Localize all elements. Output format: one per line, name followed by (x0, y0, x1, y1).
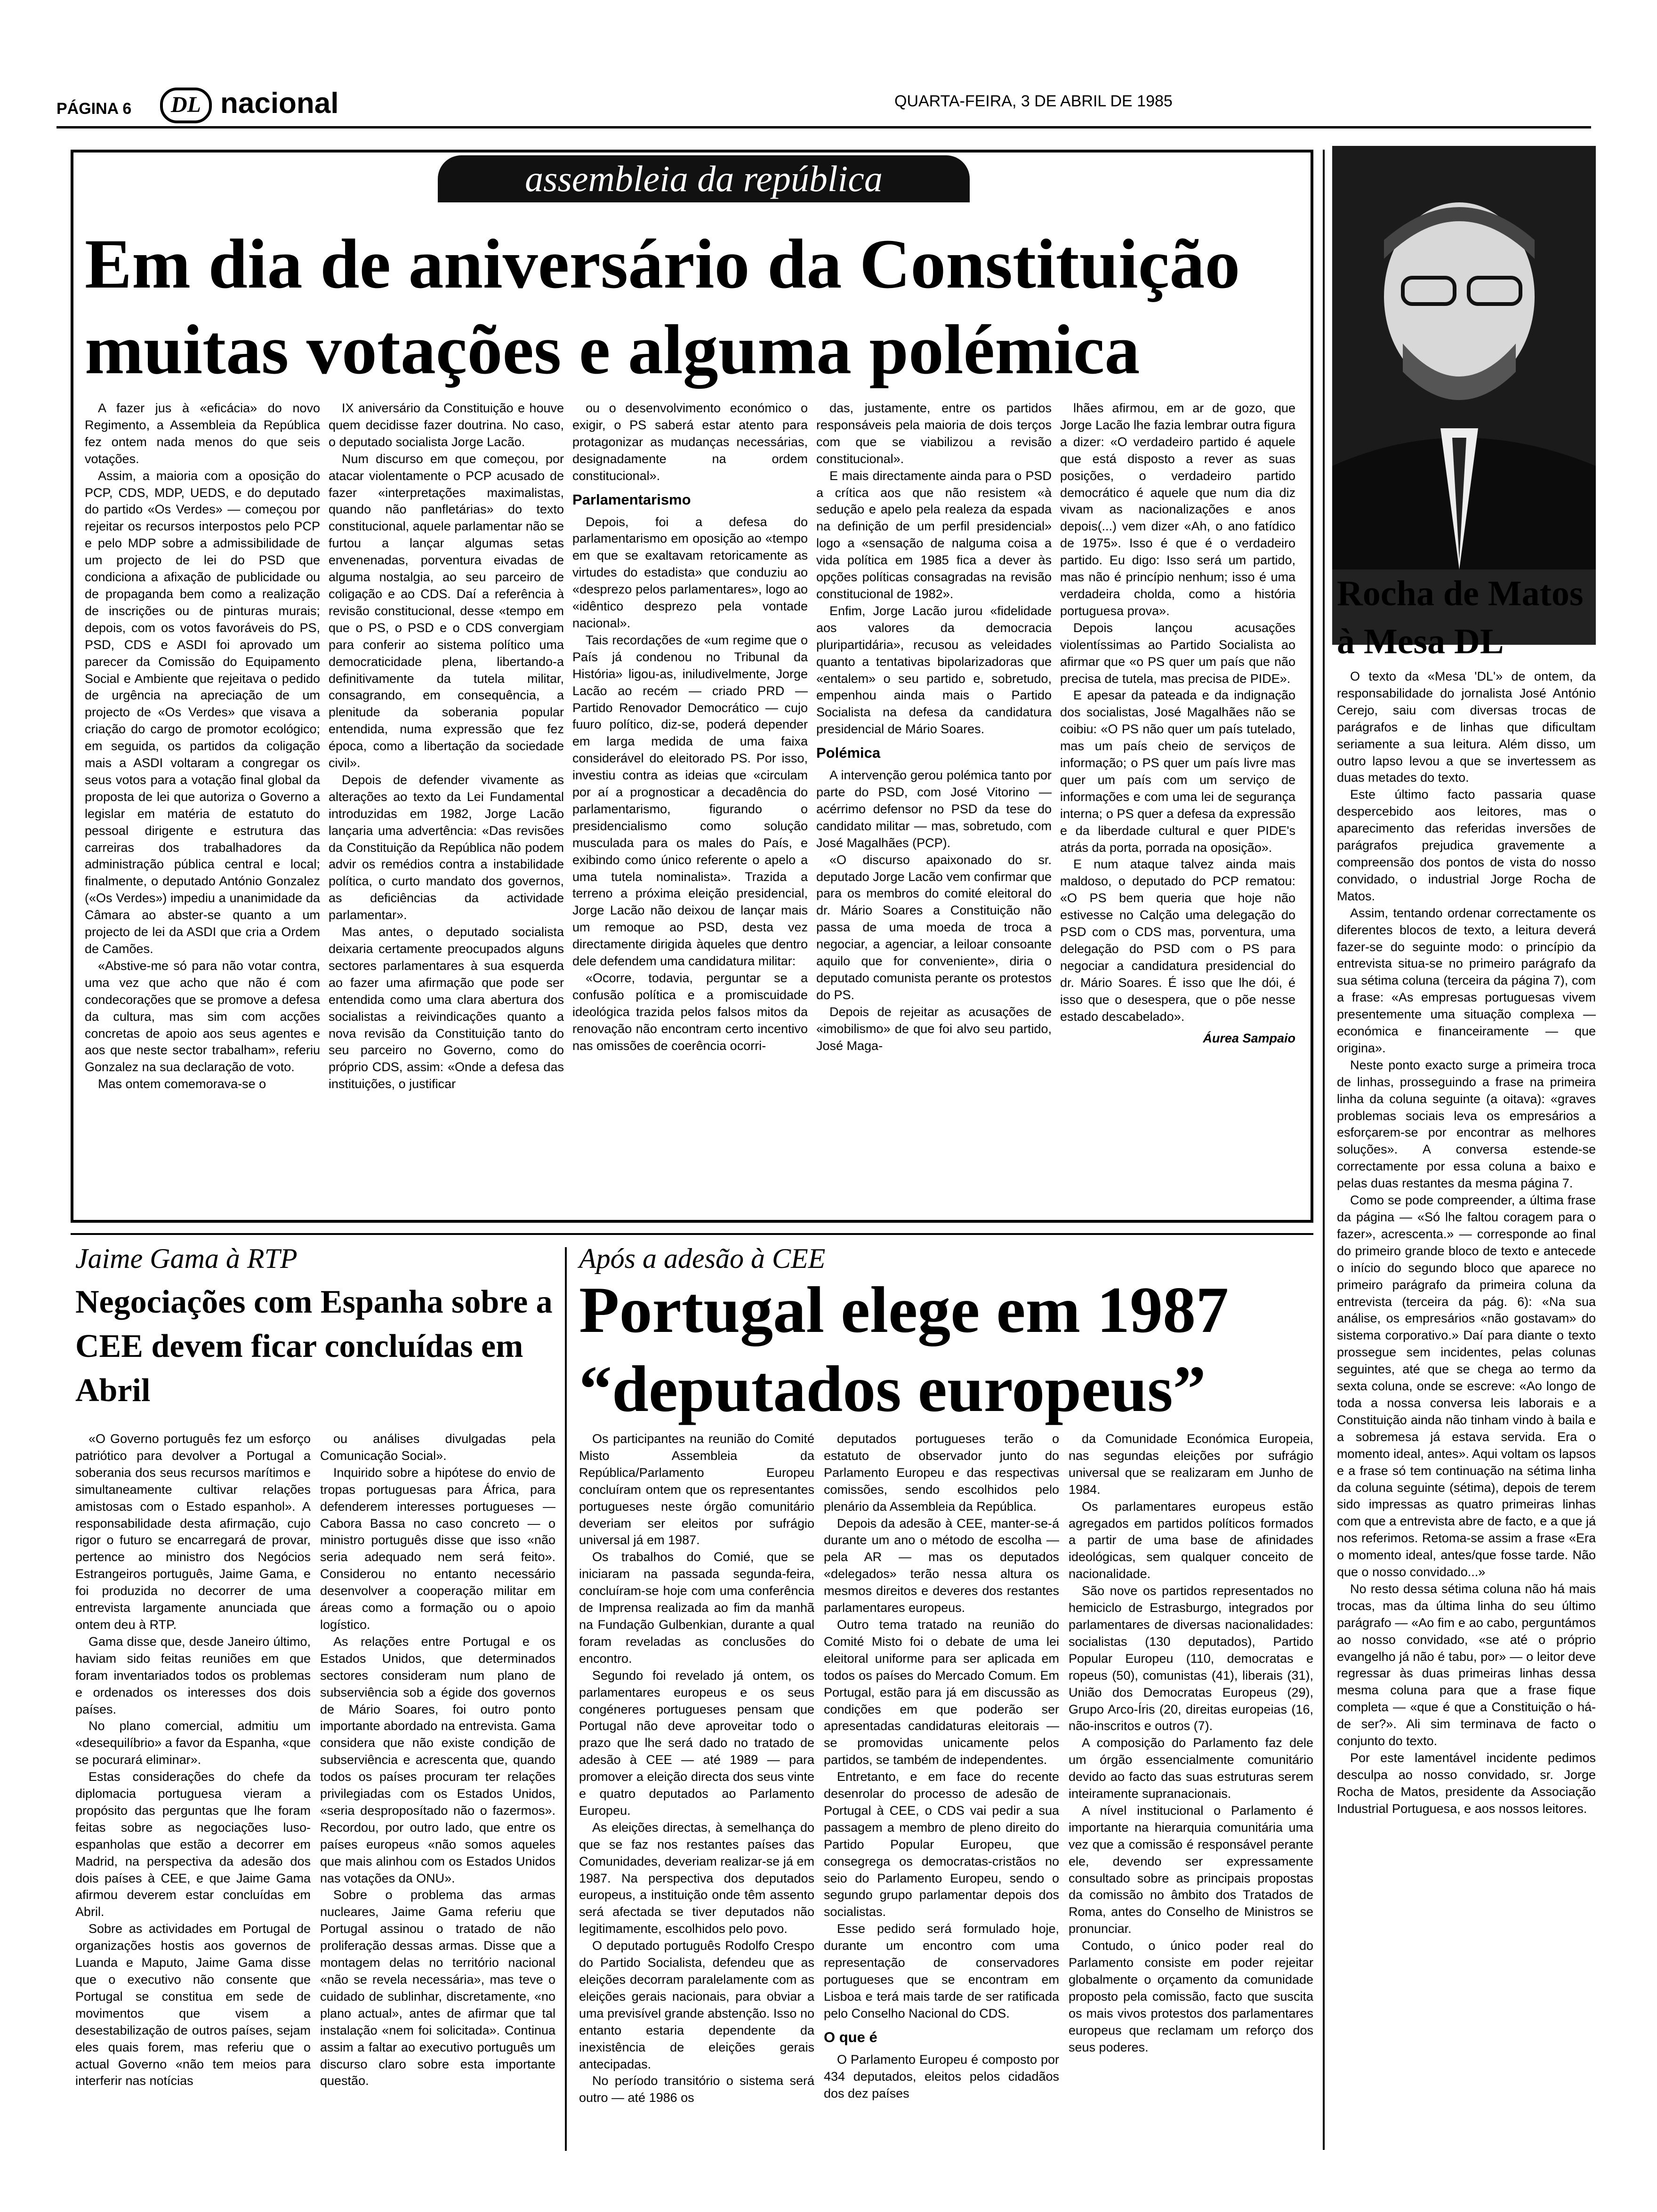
feature-column (816, 400, 1052, 1210)
cee-paragraph: São nove os partidos representados no hemiciclo de Estrasburgo, integrados por parlamentares de diversas nacionalidades: socialistas (130 deputados), Partido Popular Europeu (110, democratas e ropeus (50), comunistas (41), liberais (31), União dos Democratas Europeus (29), Grupo Arco-Íris (20, direitas europeias (16, não-inscritos e outros (7). (1069, 1584, 1313, 1733)
section-banner: assembleia da república (438, 155, 970, 202)
gama-paragraph: Estas considerações do chefe da diplomacia portuguesa vieram a propósito das perguntas que lhe foram feitas sobre as negociações luso-espanholas que estão a decorrer em Madrid, na perspectiva da adesão dos dois países à CEE, e que Jaime Gama afirmou deverem estar concluídas em Abril. (75, 1770, 311, 1919)
feature-byline: Áurea Sampaio (1203, 1031, 1295, 1045)
column-rule (1323, 150, 1325, 2150)
feature-paragraph: Mas antes, o deputado socialista deixaria certamente preocupados alguns sectores parlamentares à sua esquerda ao fazer uma afirmação que pode ser entendida como uma clara abertura dos socialistas a reivindicações quanto a nova revisão da Constituição tanto do seu parceiro no Governo, como do próprio CDS, assim: «Onde a defesa das instituições, o justificar (329, 925, 564, 1091)
gama-headline: Negociações com Espanha sobre a CEE devem ficar concluídas em Abril (75, 1284, 553, 1409)
feature-paragraph: Num discurso em que começou, por atacar violentamente o PCP acusado de fazer «interpretações maximalistas, quando não panfletárias» do texto constitucional, aquele parlamentar não se furtou a lançar algumas setas envenenadas, porventura eivadas de alguma nostalgia, ao seu parceiro de coligação e ao CDS. Daí a referência à revisão constitucional, desse «tempo em que o PS, o PSD e o CDS convergiam para conferir ao sistema político uma democraticidade plena, libertando-a definitivamente da tutela militar, consagrando, em consequência, a plenitude da soberania popular entendida, numa expressão que fez época, como a libertação da sociedade civil». (329, 451, 564, 770)
cee-paragraph: Entretanto, e em face do recente desenrolar do processo de adesão de Portugal à CEE, o CDS vai pedir a sua passagem a membro de pleno direito do Partido Popular Europeu, que consegrega os democratas-cristãos no seio do Parlamento Europeu, sendo o segundo grupo parlamentar depois dos socialistas. (824, 1770, 1059, 1919)
feature-paragraph: lhães afirmou, em ar de gozo, que Jorge Lacão lhe fazia lembrar outra figura a dizer: «O verdadeiro partido é aquele que está disposto a rever as suas posições, o verdadeiro partido democrático é aquele que num dia diz vivam as nacionalizações e anos depois(...) vem dizer «Ah, o ano fatídico de 1975». Isso é que é o verdadeiro partido. Eu digo: Isso será um partido, mas não é princípio nenhum; isso é uma verdadeira cholda, como a história portuguesa prova». (1060, 401, 1295, 618)
gama-paragraph: Sobre o problema das armas nucleares, Jaime Gama referiu que Portugal assinou o tratado de não proliferação dessas armas. Disse que a montagem delas no território nacional «não se revela necessária», mas teve o cuidado de sublinhar, discretamente, «no plano actual», antes de afirmar que tal instalação «nem foi solicitada». Continua assim a faltar ao executivo português um discurso claro sobre esta importante questão. (320, 1888, 555, 2088)
feature-paragraph: IX aniversário da Constituição e houve quem decidisse fazer doutrina. No caso, o deputado socialista Jorge Lacão. (329, 401, 564, 449)
cee-paragraph: Os parlamentares europeus estão agregados em partidos políticos formados a partir de uma base de afinidades ideológicas, sem qualquer conceito de nacionalidade. (1069, 1499, 1313, 1581)
sidebar-paragraph: Como se pode compreender, a última frase da página — «Só lhe faltou coragem para o fazer», acrescenta.» — corresponde ao final do primeiro grande bloco de texto e antecede o início do segundo bloco que aparece no primeiro parágrafo da primeira coluna da entrevista (terceira da pág. 6): «Na sua análise, os empresários «não gostavam» do sistema corporativo.» Daí para diante o texto prossegue sem incidentes, pelas colunas seguintes, até que se chega ao termo da sexta coluna, onde se escreve: «Ao longo de toda a nossa conversa leis laborais e a Constituição ainda não tinham vindo à baila e a sobremesa já estava servida. Era o momento ideal, antes». Aqui voltam os lapsos e a frase só tem continuação na sétima linha da coluna seguinte (sétima), depois de terem sido impressas as quatro primeiras linhas com que a entrevista abre de facto, e a que já nos referimos. Retoma-se assim a frase «Era o momento ideal, antes/que fosse tarde. Não que o nosso convidado...» (1337, 1193, 1596, 1579)
feature-paragraph: Depois, foi a defesa do parlamentarismo em oposição ao «tempo em que se exaltavam retoricamente as virtudes do estadista» que conduziu ao «desprezo pelos parlamentares», logo ao «idêntico desprezo pela vontade nacional». (572, 514, 808, 630)
cee-paragraph: No período transitório o sistema será outro — até 1986 os (579, 2074, 814, 2105)
cee-paragraph: deputados portugueses terão o estatuto de observador junto do Parlamento Europeu e das respectivas comissões, sendo escolhidos pelo plenário da Assembleia da República. (824, 1432, 1059, 1514)
gama-paragraph: No plano comercial, admitiu um «desequilíbrio» a favor da Espanha, «que se pocurará eliminar». (75, 1719, 311, 1767)
sidebar-headline: Rocha de Matos à Mesa DL (1337, 574, 1584, 661)
feature-paragraph: das, justamente, entre os partidos responsáveis pela maioria de dois terços com que se viabilizou a revisão constitucional». (816, 401, 1052, 466)
feature-column (85, 400, 320, 1210)
feature-paragraph: Tais recordações de «um regime que o País já condenou no Tribunal da História» ligou-as, iniludivelmente, Jorge Lacão ao recém — criado PRD — Partido Renovador Democrático — cujo fuuro político, diz-se, poderá depender em larga medida de uma faixa considerável do eleitorado PS. Por isso, investiu contra as ideias que «circulam por aí a prognosticar a decadência do parlamentarismo, figurando o presidencialismo como solução musculada para os males do País, e exibindo como único referente o apelo a uma tutela nominalista». Trazida a terreno a próxima eleição presidencial, Jorge Lacão não deixou de lançar mais um remoque ao PSD, desta vez directamente dirigida àqueles que dentro dele defendem uma candidatura militar: (572, 633, 808, 969)
gama-paragraph: Inquirido sobre a hipótese do envio de tropas portuguesas para África, para defenderem interesses portugueses — Cabora Bassa no caso concreto — o ministro português disse que isso «não seria adequado nem será feito». Considerou no entanto necessário desenvolver a cooperação militar em áreas como a formação ou o apoio logístico. (320, 1465, 555, 1632)
gama-paragraph: Sobre as actividades em Portugal de organizações hostis aos governos de Luanda e Maputo, Jaime Gama disse que o executivo não consente que Portugal se constitua em sede de movimentos que visem a desestabilização de outros países, sejam eles quais forem, mas referiu que o actual Governo «não tem meios para interferir nas notícias (75, 1922, 311, 2088)
feature-column (329, 400, 564, 1210)
sidebar-paragraph: No resto dessa sétima coluna não há mais trocas, mas da última linha do seu último parágrafo — «Ao fim e ao cabo, perguntámos ao nosso convidado, «se até o próprio evangelho já não é tabu, por» — o leitor deve regressar às duas primeiras linhas dessa mesma coluna para que a frase fique completa — «que é que a Constituição o há-de ser?». Ali sim terminava de facto o conjunto do texto. (1337, 1581, 1596, 1748)
sidebar-column (1337, 668, 1596, 2174)
cee-paragraph: Depois da adesão à CEE, manter-se-á durante um ano o método de escolha — pela AR — mas os deputados «delegados» terão nessa altura os mesmos direitos e deveres dos restantes parlamentares europeus. (824, 1516, 1059, 1615)
gama-paragraph: «O Governo português fez um esforço patriótico para devolver a Portugal a soberania dos seus recursos marítimos e simultaneamente cultivar relações amistosas com o Estado espanhol». A responsabilidade desta afirmação, cujo rigor o futuro se encarregará de provar, pertence ao ministro dos Negócios Estrangeiros português, Jaime Gama, e foi produzida no decorrer de uma entrevista largamente anunciada que ontem deu à RTP. (75, 1432, 311, 1632)
masthead-rule (56, 126, 1591, 128)
feature-paragraph: E apesar da pateada e da indignação dos socialistas, José Magalhães não se coibiu: «O PS não quer um país tutelado, mas um país cheio de serviços de informação; o PS quer um país livre mas quer um país com um serviço de informações e com uma lei de segurança interna; o PS quer a defesa da expressão e da liberdade cultural e quer PIDE's atrás da porta, porrada na oposição». (1060, 688, 1295, 855)
issue-date: QUARTA-FEIRA, 3 DE ABRIL DE 1985 (894, 92, 1173, 110)
cee-column (579, 1431, 814, 2193)
feature-paragraph: ou o desenvolvimento económico o exigir, o PS saberá estar atento para protagonizar as mudanças necessárias, designadamente na ordem constitucional». (572, 401, 808, 483)
sidebar-paragraph: Assim, tentando ordenar correctamente os diferentes blocos de texto, a leitura deverá fazer-se do seguinte modo: o princípio da entrevista situa-se no primeiro parágrafo da sua sétima coluna (terceira da página 7), com a frase: «As empresas portuguesas vivem presentemente uma situação complexa — económica e financeiramente — que origina». (1337, 906, 1596, 1055)
feature-column (1060, 400, 1295, 1210)
cee-subhead: O que é (824, 2028, 877, 2045)
sidebar-paragraph: Por este lamentável incidente pedimos desculpa ao nosso convidado, sr. Jorge Rocha de Matos, presidente da Associação Industrial Portuguesa, e aos nossos leitores. (1337, 1751, 1596, 1816)
gama-column (320, 1431, 555, 2193)
cee-column (1069, 1431, 1313, 2193)
feature-paragraph: Assim, a maioria com a oposição do PCP, CDS, MDP, UEDS, e do deputado do partido «Os Verdes» — começou por rejeitar os recursos interpostos pelo PCP e pelo MDP sobre a admissibilidade de um projecto de lei do PSD que condiciona a afixação de publicidade ou de propaganda bem como a realização de inscrições ou de pinturas murais; depois, com os votos favoráveis do PS, PSD, CDS e ASDI foi aprovado um parecer da Comissão do Equipamento Social e Ambiente que rejeitava o pedido de urgência na apreciação de um projecto de «Os Verdes» que visava a criação do cargo de promotor ecológico; em seguida, os partidos da coligação mais a ASDI voltaram a congregar os seus votos para a votação final global da proposta de lei que autoriza o Governo a legislar em matéria de estatuto do pessoal dirigente e estrutura das carreiras dos trabalhadores da administração pública central e local; finalmente, o deputado António Gonzalez («Os Verdes») impediu a unanimidade da Câmara ao abster-se quanto a um projecto de lei da ASDI que cria a Ordem de Camões. (85, 468, 320, 956)
gama-column (75, 1431, 311, 2193)
feature-paragraph: Enfim, Jorge Lacão jurou «fidelidade aos valores da democracia pluripartidária», recusou as veleidades quanto a tentativas bipolarizadoras que «entalem» o seu partido e, sobretudo, empenhou ainda mais o Partido Socialista na defesa da candidatura presidencial de Mário Soares. (816, 603, 1052, 737)
portrait-image-icon (1332, 146, 1596, 569)
feature-headline: Em dia de aniversário da Constituição muitas votações e alguma polémica (85, 225, 1240, 389)
feature-column (572, 400, 808, 1210)
cee-paragraph: Contudo, o único poder real do Parlamento consiste em poder rejeitar globalmente o orçamento da comunidade proposto pela comissão, facto que suscita os mais vivos protestos dos parlamentares europeus que reclamam um reforço dos seus poderes. (1069, 1939, 1313, 2054)
section-rule (71, 1233, 1313, 1235)
column-rule (565, 1247, 567, 2151)
cee-paragraph: As eleições directas, à semelhança do que se faz nos restantes países das Comunidades, deveriam realizar-se já em 1987. Na perspectiva dos deputados europeus, a instituição onde têm assento será afectada se tiver deputados não legitimamente, escolhidos pelo povo. (579, 1820, 814, 1936)
feature-subhead: Polémica (816, 745, 881, 761)
feature-paragraph: «Abstive-me só para não votar contra, uma vez que acho que não é com condecorações que se promove a defesa da cultura, mas sim com acções concretas de apoio aos seus agentes e aos que neste sector trabalham», referiu Gonzalez na sua declaração de voto. (85, 958, 320, 1074)
cee-paragraph: Os participantes na reunião do Comité Misto Assembleia da República/Parlamento Europeu concluíram ontem que os representantes portugueses neste órgão comunitário deveriam ser eleitos por sufrágio universal já em 1987. (579, 1432, 814, 1547)
feature-paragraph: E mais directamente ainda para o PSD a crítica aos que não resistem «à sedução e apelo pela realeza da espada na definição de um perfil presidencial» logo a «sensação de nalguma coisa a vida política em 1985 fica a dever às opções políticas consagradas na revisão constitucional de 1982». (816, 468, 1052, 601)
cee-headline: Portugal elege em 1987 “deputados europeus” (579, 1274, 1229, 1426)
sidebar-paragraph: Neste ponto exacto surge a primeira troca de linhas, prosseguindo a frase na primeira linha da coluna seguinte (a oitava): «graves problemas sociais leva os empresários a esforçarem-se por encontrar as melhores soluções». A conversa estende-se correctamente por essa coluna a baixo e pelas duas restantes da mesma página 7. (1337, 1058, 1596, 1191)
cee-paragraph: da Comunidade Económica Europeia, nas segundas eleições por sufrágio universal que se realizaram em Junho de 1984. (1069, 1432, 1313, 1497)
cee-paragraph: Segundo foi revelado já ontem, os parlamentares europeus e os seus congéneres portugueses pensam que Portugal não deve aproveitar todo o prazo que lhe será dado no tratado de adesão à CEE — até 1989 — para promover a eleição directa dos seus vinte e quatro deputados ao Parlamento Europeu. (579, 1668, 814, 1818)
cee-paragraph: A nível institucional o Parlamento é importante na hierarquia comunitária uma vez que a comissão é responsável perante ele, devendo ser expressamente consultado sobre as principais propostas da comissão no âmbito dos Tratados de Roma, antes do Conselho de Ministros se pronunciar. (1069, 1803, 1313, 1936)
cee-paragraph: A composição do Parlamento faz dele um órgão essencialmente comunitário devido ao facto das suas estruturas serem inteiramente supranacionais. (1069, 1736, 1313, 1801)
cee-paragraph: O Parlamento Europeu é composto por 434 deputados, eleitos pelos cidadãos dos dez países (824, 2052, 1059, 2100)
feature-paragraph: «Ocorre, todavia, perguntar se a confusão política e a promiscuidade ideológica trazida pelos falsos mitos da renovação não encontram certo incentivo nas omissões de coerência ocorri- (572, 971, 808, 1053)
feature-paragraph: A fazer jus à «eficácia» do novo Regimento, a Assembleia da República fez ontem nada menos do que seis votações. (85, 401, 320, 466)
cee-kicker: Após a adesão à CEE (579, 1243, 826, 1274)
cee-column (824, 1431, 1059, 2193)
cee-paragraph: Outro tema tratado na reunião do Comité Misto foi o debate de uma lei eleitoral uniforme para ser aplicada em todos os países do Mercado Comum. Em Portugal, estão para já em discussão as condições em que poderão ser apresentadas candidaturas eleitorais — se promovidas unicamente pelos partidos, se também de independentes. (824, 1617, 1059, 1767)
cee-paragraph: Esse pedido será formulado hoje, durante um encontro com uma representação de conservadores portugueses que se encontram em Lisboa e terá mais tarde de ser ratificada pelo Conselho Nacional do CDS. (824, 1922, 1059, 2020)
gama-paragraph: ou análises divulgadas pela Comunicação Social». (320, 1432, 555, 1463)
section-title: nacional (220, 87, 339, 120)
newspaper-logo-icon: DL (160, 88, 212, 123)
feature-subhead: Parlamentarismo (572, 491, 691, 508)
gama-paragraph: Gama disse que, desde Janeiro último, haviam sido feitas reuniões em que foram inventariados todos os problemas e ordenados os interesses dos dois países. (75, 1634, 311, 1716)
gama-paragraph: As relações entre Portugal e os Estados Unidos, que determinados sectores consideram num plano de subserviência sob a égide dos governos de Mário Soares, foi outro ponto importante abordado na entrevista. Gama considera que não existe condição de subserviência e acrescenta que, quando todos os países procuram ter relações privilegiadas com os Estados Unidos, «seria desproposítado não o fazermos». Recordou, por outro lado, que entre os países europeus «não somos aqueles que mais alinhou com os Estados Unidos nas votações da ONU». (320, 1634, 555, 1885)
gama-kicker: Jaime Gama à RTP (75, 1243, 298, 1274)
sidebar-paragraph: Este último facto passaria quase despercebido aos leitores, mas o aparecimento das referidas inversões de parágrafos prejudica gravemente a compreensão dos pontos de vista do nosso convidado, o industrial Jorge Rocha de Matos. (1337, 787, 1596, 903)
feature-paragraph: «O discurso apaixonado do sr. deputado Jorge Lacão vem confirmar que para os membros do comité eleitoral do dr. Mário Soares a Constituição não passa de uma moeda de troca a negociar, a agenciar, a leiloar consoante aquilo que for conveniente», diria o deputado comunista perante os protestos do PS. (816, 852, 1052, 1002)
feature-paragraph: Depois de defender vivamente as alterações ao texto da Lei Fundamental introduzidas em 1982, Jorge Lacão lançaria uma advertência: «Das revisões da Constituição da República não podem advir os remédios contra a instabilidade política, o curto mandato dos governos, as deficiências da actividade parlamentar». (329, 772, 564, 922)
cee-paragraph: Os trabalhos do Comié, que se iniciaram na passada segunda-feira, concluíram-se hoje com uma conferência de Imprensa realizada ao fim da manhã na Fundação Gulbenkian, durante a qual foram reveladas as conclusões do encontro. (579, 1550, 814, 1666)
feature-paragraph: Depois lançou acusações violentíssimas ao Partido Socialista ao afirmar que «o PS quer um país que não precisa de tutela, mas precisa de PIDE». (1060, 620, 1295, 686)
cee-paragraph: O deputado português Rodolfo Crespo do Partido Socialista, defendeu que as eleições decorram paralelamente com as eleições gerais nacionais, para obviar a uma previsível grande abstenção. Isso no entanto estaria dependente da inexistência de eleições gerais antecipadas. (579, 1939, 814, 2071)
feature-paragraph: E num ataque talvez ainda mais maldoso, o deputado do PCP rematou: «O PS bem queria que hoje não estivesse no Calção uma delegação do PSD com o CDS mas, porventura, uma delegação do PSD com o PS para negociar a candidatura presidencial do dr. Mário Soares. É isso que lhe dói, é isso que o desespera, que o põe nesse estado descabelado». (1060, 857, 1295, 1024)
feature-paragraph: A intervenção gerou polémica tanto por parte do PSD, com José Vitorino — acérrimo defensor no PSD da tese do candidato militar — mas, sobretudo, com José Magalhães (PCP). (816, 768, 1052, 850)
page-number: PÁGINA 6 (56, 100, 132, 118)
feature-paragraph: Depois de rejeitar as acusações de «imobilismo» de que foi alvo seu partido, José Maga- (816, 1004, 1052, 1053)
sidebar-paragraph: O texto da «Mesa 'DL'» de ontem, da responsabilidade do jornalista José António Cerejo, saiu com diversas trocas de parágrafos e de linhas que dificultam seriamente a sua leitura. Além disso, um outro lapso levou a que se invertessem as duas metades do texto. (1337, 669, 1596, 785)
feature-paragraph: Mas ontem comemorava-se o (98, 1077, 266, 1091)
